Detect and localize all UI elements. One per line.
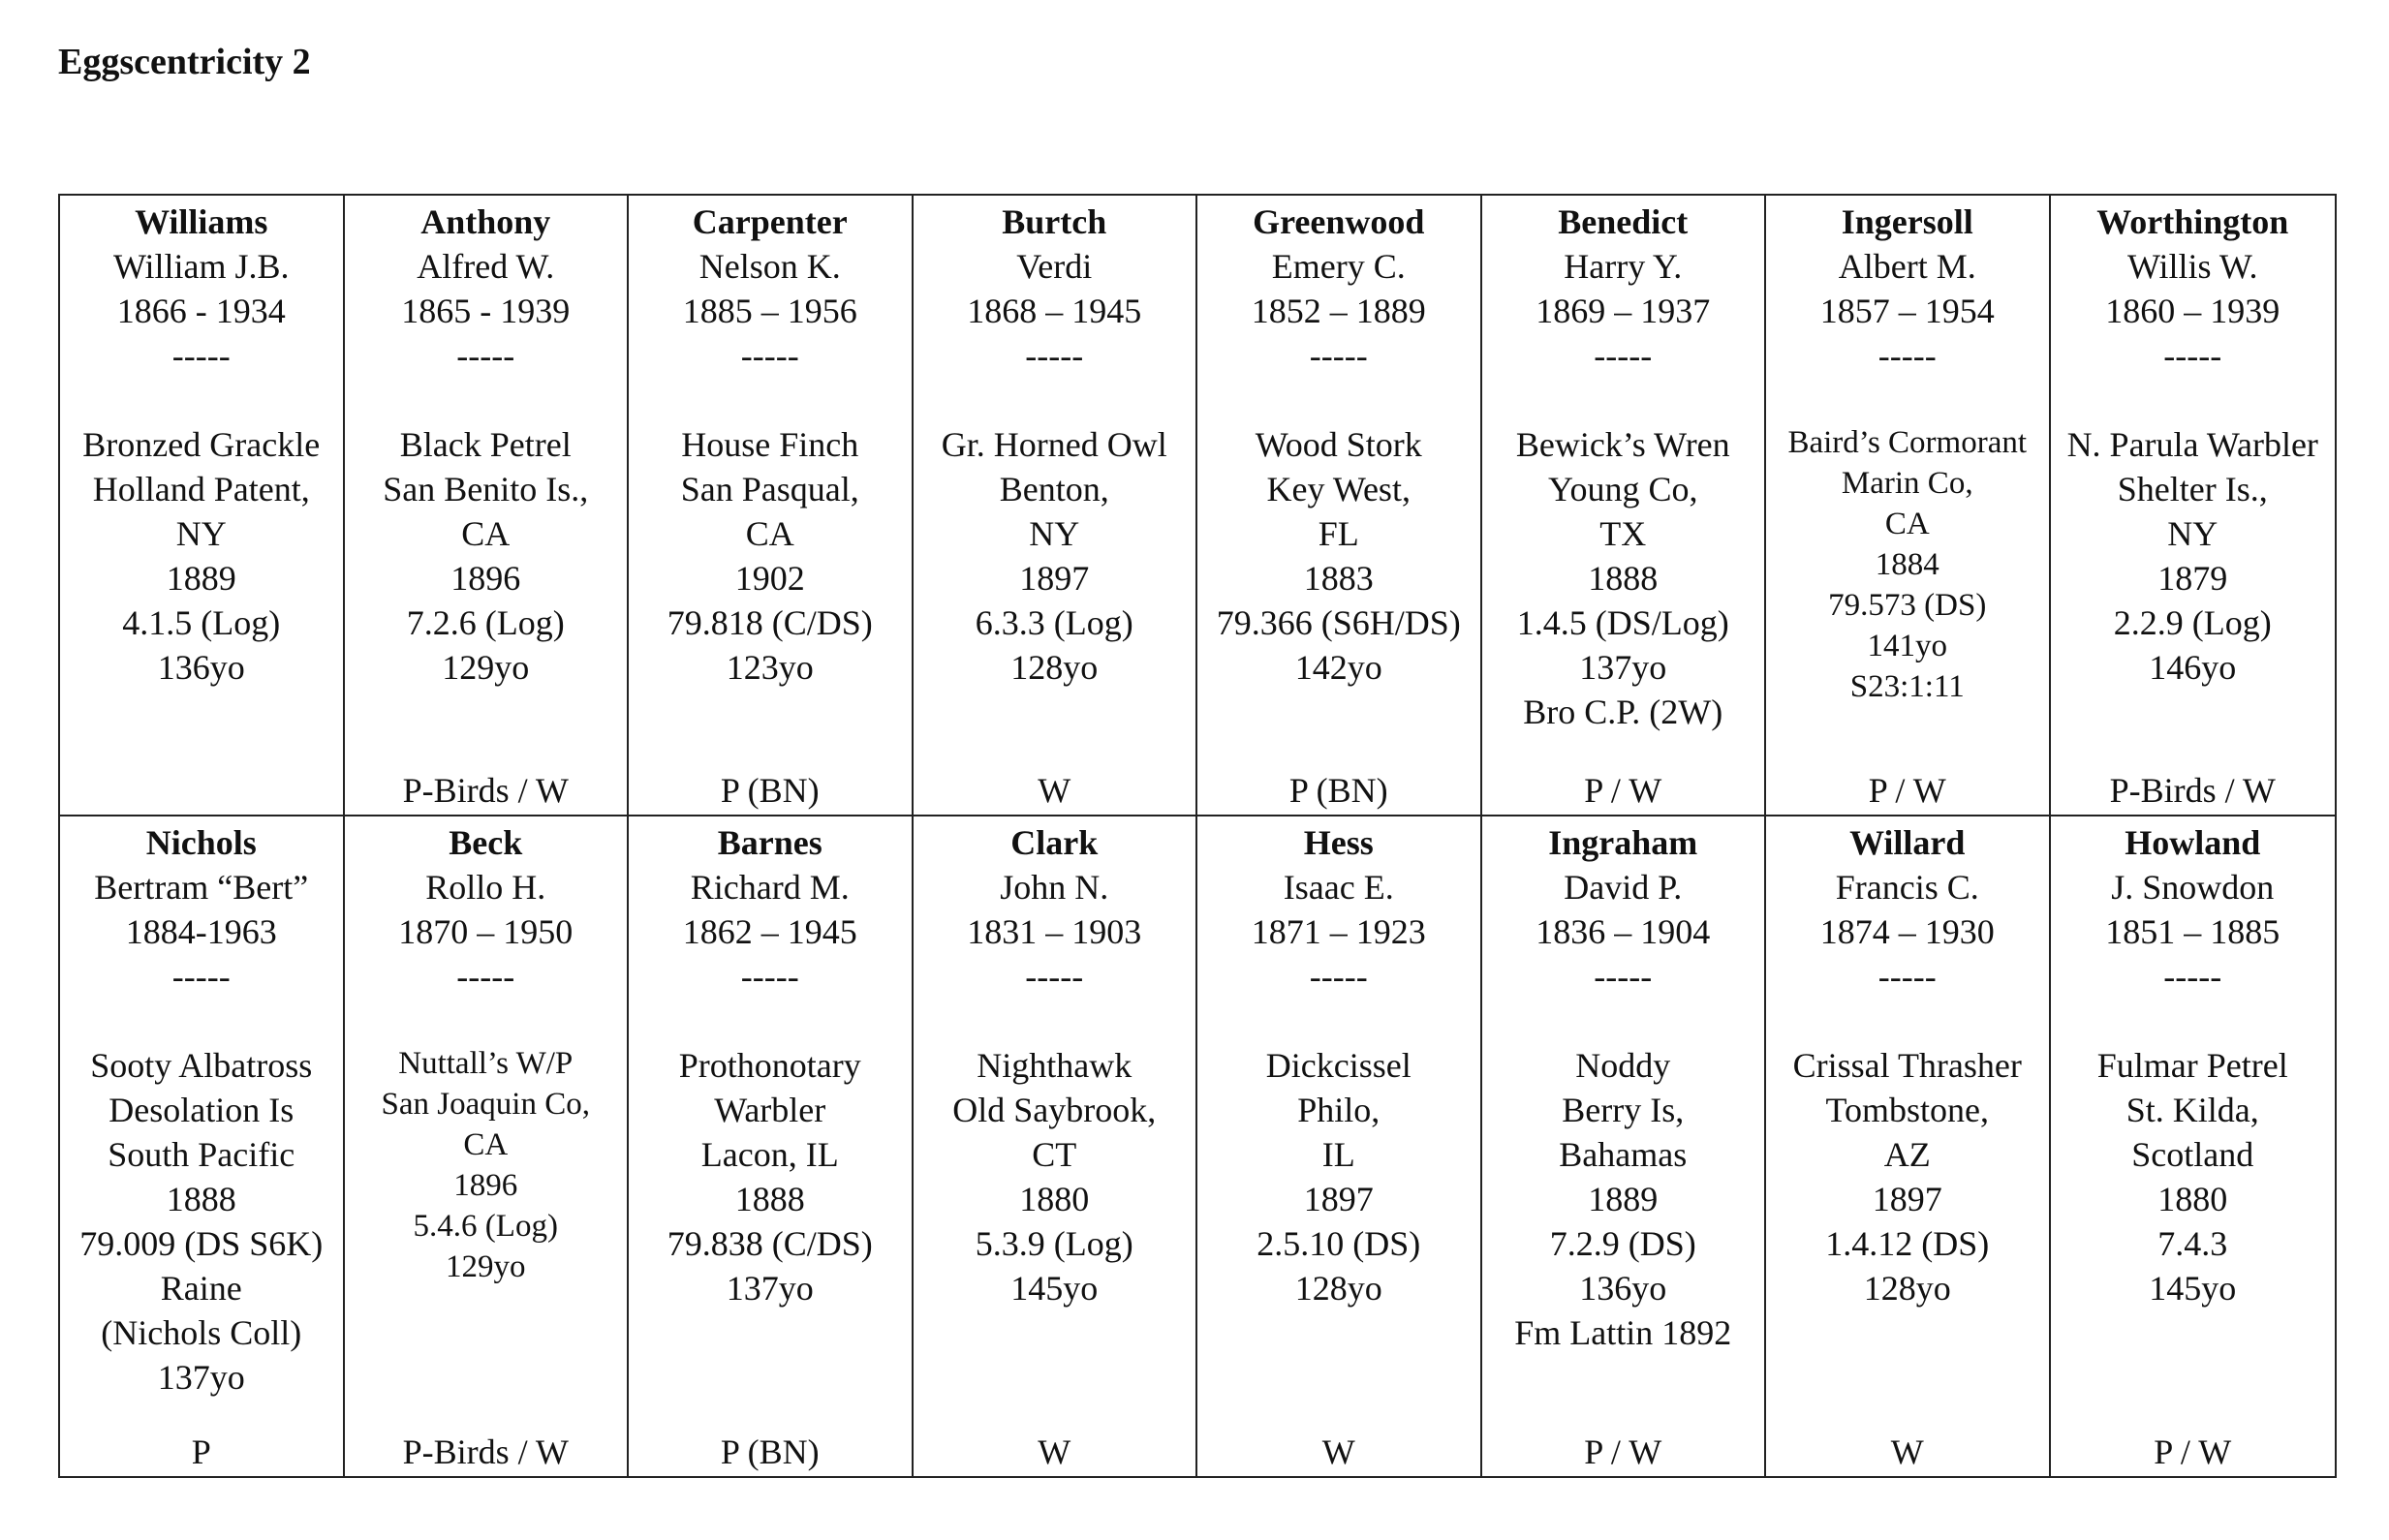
collector-surname: Beck xyxy=(449,823,523,862)
specimen-detail: CA xyxy=(463,1127,509,1162)
source-code: P / W xyxy=(1584,1432,1662,1471)
specimen-detail: Shelter Is., xyxy=(2117,470,2268,508)
separator: ----- xyxy=(1309,957,1368,996)
specimen-detail: 1897 xyxy=(1019,559,1090,598)
specimen-detail: NY xyxy=(175,514,227,553)
collector-cell xyxy=(1197,196,1482,816)
specimen-detail: 1888 xyxy=(734,1180,805,1218)
specimen-detail: 79.573 (DS) xyxy=(1828,588,1987,623)
specimen-detail: 1879 xyxy=(2157,559,2228,598)
specimen-detail: San Joaquin Co, xyxy=(381,1087,590,1122)
specimen-detail: 7.4.3 xyxy=(2157,1224,2228,1263)
separator: ----- xyxy=(456,957,515,996)
specimen-detail: Noddy xyxy=(1575,1046,1671,1085)
collector-surname: Hess xyxy=(1303,823,1374,862)
collector-cell xyxy=(345,816,630,1476)
specimen-detail: CA xyxy=(461,514,511,553)
specimen-detail: 1888 xyxy=(166,1180,236,1218)
collector-given-name: Willis W. xyxy=(2126,247,2258,286)
page-title: Eggscentricity 2 xyxy=(58,42,311,82)
collector-given-name: Rollo H. xyxy=(425,868,546,907)
collector-years: 1871 – 1923 xyxy=(1251,912,1426,951)
specimen-detail: 2.2.9 (Log) xyxy=(2113,603,2272,642)
specimen-detail: House Finch xyxy=(681,425,859,464)
specimen-detail: Black Petrel xyxy=(399,425,572,464)
specimen-detail: CA xyxy=(1884,507,1930,541)
collector-years: 1870 – 1950 xyxy=(398,912,574,951)
collector-years: 1874 – 1930 xyxy=(1819,912,1995,951)
specimen-detail: South Pacific xyxy=(108,1135,295,1174)
collector-cell xyxy=(1197,816,1482,1476)
specimen-detail: Baird’s Cormorant xyxy=(1787,425,2028,460)
collector-surname: Howland xyxy=(2125,823,2261,862)
collector-cell xyxy=(629,816,914,1476)
specimen-detail: 7.2.6 (Log) xyxy=(406,603,565,642)
collector-cell xyxy=(629,196,914,816)
specimen-detail: 79.838 (C/DS) xyxy=(667,1224,873,1263)
specimen-detail: Fulmar Petrel xyxy=(2096,1046,2288,1085)
specimen-detail: Philo, xyxy=(1297,1091,1381,1129)
specimen-detail: 137yo xyxy=(726,1269,814,1308)
collector-years: 1852 – 1889 xyxy=(1251,292,1426,330)
specimen-detail: Bro C.P. (2W) xyxy=(1523,693,1723,731)
source-code: P-Birds / W xyxy=(402,1432,569,1471)
specimen-detail: Lacon, IL xyxy=(700,1135,839,1174)
specimen-detail: Nuttall’s W/P xyxy=(398,1046,574,1081)
specimen-detail: Scotland xyxy=(2131,1135,2254,1174)
specimen-detail: 128yo xyxy=(1294,1269,1382,1308)
source-code: W xyxy=(1038,771,1071,810)
collector-cell xyxy=(60,196,345,816)
collector-given-name: Verdi xyxy=(1016,247,1093,286)
specimen-detail: 1.4.5 (DS/Log) xyxy=(1516,603,1729,642)
collector-given-name: William J.B. xyxy=(112,247,290,286)
specimen-detail: Sooty Albatross xyxy=(90,1046,313,1085)
collector-given-name: Bertram “Bert” xyxy=(94,868,309,907)
specimen-detail: 142yo xyxy=(1294,648,1382,687)
collector-cell xyxy=(2051,816,2336,1476)
collector-years: 1884-1963 xyxy=(125,912,277,951)
source-code: P (BN) xyxy=(720,771,820,810)
specimen-detail: Tombstone, xyxy=(1825,1091,1989,1129)
specimen-detail: 1897 xyxy=(1872,1180,1942,1218)
source-code: P (BN) xyxy=(1288,771,1388,810)
collector-surname: Worthington xyxy=(2096,202,2289,241)
collector-given-name: Francis C. xyxy=(1835,868,1979,907)
collector-given-name: John N. xyxy=(1000,868,1109,907)
specimen-detail: (Nichols Coll) xyxy=(101,1313,302,1352)
collector-years: 1857 – 1954 xyxy=(1819,292,1995,330)
specimen-detail: AZ xyxy=(1883,1135,1931,1174)
specimen-detail: Berry Is, xyxy=(1562,1091,1685,1129)
specimen-detail: 5.4.6 (Log) xyxy=(413,1209,558,1244)
specimen-detail: 79.009 (DS S6K) xyxy=(79,1224,324,1263)
collector-given-name: Alfred W. xyxy=(417,247,555,286)
collector-cell xyxy=(914,196,1198,816)
specimen-detail: Raine xyxy=(160,1269,242,1308)
collector-years: 1885 – 1956 xyxy=(682,292,857,330)
specimen-detail: Crissal Thrasher xyxy=(1792,1046,2022,1085)
specimen-detail: TX xyxy=(1599,514,1647,553)
specimen-detail: 136yo xyxy=(157,648,245,687)
separator: ----- xyxy=(1025,957,1084,996)
specimen-detail: N. Parula Warbler xyxy=(2066,425,2318,464)
specimen-detail: 1884 xyxy=(1875,547,1939,582)
specimen-detail: 4.1.5 (Log) xyxy=(122,603,281,642)
specimen-detail: Desolation Is xyxy=(109,1091,295,1129)
specimen-detail: Bronzed Grackle xyxy=(82,425,321,464)
specimen-detail: 1880 xyxy=(1019,1180,1090,1218)
separator: ----- xyxy=(171,336,231,375)
collector-years: 1869 – 1937 xyxy=(1536,292,1711,330)
specimen-detail: 146yo xyxy=(2149,648,2237,687)
specimen-detail: NY xyxy=(1029,514,1080,553)
collector-cell xyxy=(1482,816,1767,1476)
separator: ----- xyxy=(740,957,799,996)
collector-years: 1831 – 1903 xyxy=(967,912,1142,951)
collector-surname: Ingersoll xyxy=(1841,202,1973,241)
collector-surname: Carpenter xyxy=(692,202,848,241)
collector-cell xyxy=(345,196,630,816)
specimen-detail: 79.818 (C/DS) xyxy=(667,603,873,642)
specimen-detail: Holland Patent, xyxy=(92,470,310,508)
specimen-detail: Benton, xyxy=(999,470,1109,508)
collector-given-name: Emery C. xyxy=(1271,247,1406,286)
collector-cell xyxy=(2051,196,2336,816)
specimen-detail: 6.3.3 (Log) xyxy=(975,603,1133,642)
collector-surname: Nichols xyxy=(145,823,257,862)
specimen-detail: 1889 xyxy=(1588,1180,1659,1218)
specimen-detail: Old Saybrook, xyxy=(952,1091,1157,1129)
separator: ----- xyxy=(1025,336,1084,375)
specimen-detail: Nighthawk xyxy=(977,1046,1132,1085)
collector-given-name: Richard M. xyxy=(690,868,850,907)
collector-years: 1866 - 1934 xyxy=(116,292,286,330)
specimen-detail: 1880 xyxy=(2157,1180,2228,1218)
specimen-detail: CT xyxy=(1032,1135,1077,1174)
collector-surname: Anthony xyxy=(420,202,551,241)
specimen-detail: 79.366 (S6H/DS) xyxy=(1216,603,1461,642)
source-code: P-Birds / W xyxy=(402,771,569,810)
specimen-detail: Marin Co, xyxy=(1841,466,1973,501)
specimen-detail: Gr. Horned Owl xyxy=(941,425,1167,464)
specimen-detail: 141yo xyxy=(1867,629,1947,663)
specimen-detail: Bewick’s Wren xyxy=(1515,425,1730,464)
collector-given-name: Harry Y. xyxy=(1564,247,1683,286)
specimen-detail: 2.5.10 (DS) xyxy=(1257,1224,1421,1263)
specimen-detail: San Pasqual, xyxy=(680,470,859,508)
specimen-detail: 123yo xyxy=(726,648,814,687)
specimen-detail: Bahamas xyxy=(1559,1135,1688,1174)
collector-cell xyxy=(60,816,345,1476)
collector-given-name: Albert M. xyxy=(1838,247,1976,286)
collector-surname: Greenwood xyxy=(1253,202,1425,241)
collector-years: 1862 – 1945 xyxy=(682,912,857,951)
specimen-detail: 145yo xyxy=(2149,1269,2237,1308)
specimen-detail: St. Kilda, xyxy=(2125,1091,2259,1129)
collector-surname: Willard xyxy=(1849,823,1966,862)
specimen-detail: 128yo xyxy=(1863,1269,1951,1308)
specimen-detail: NY xyxy=(2167,514,2218,553)
collector-cell xyxy=(1766,816,2051,1476)
source-code: W xyxy=(1890,1432,1924,1471)
specimen-detail: S23:1:11 xyxy=(1849,669,1965,704)
specimen-detail: 145yo xyxy=(1010,1269,1099,1308)
source-code: W xyxy=(1321,1432,1355,1471)
specimen-detail: Key West, xyxy=(1266,470,1411,508)
specimen-detail: 137yo xyxy=(157,1358,245,1397)
specimen-detail: 137yo xyxy=(1579,648,1667,687)
specimen-detail: San Benito Is., xyxy=(383,470,589,508)
collector-surname: Burtch xyxy=(1002,202,1107,241)
specimen-detail: Warbler xyxy=(714,1091,826,1129)
specimen-detail: 1896 xyxy=(453,1168,518,1203)
collector-surname: Williams xyxy=(135,202,268,241)
separator: ----- xyxy=(2163,336,2222,375)
collector-surname: Barnes xyxy=(717,823,822,862)
specimen-detail: 136yo xyxy=(1579,1269,1667,1308)
source-code: P / W xyxy=(2154,1432,2232,1471)
specimen-detail: IL xyxy=(1321,1135,1355,1174)
specimen-detail: 128yo xyxy=(1010,648,1099,687)
collector-given-name: David P. xyxy=(1564,868,1683,907)
specimen-detail: 1888 xyxy=(1588,559,1659,598)
source-code: W xyxy=(1038,1432,1071,1471)
separator: ----- xyxy=(1594,336,1653,375)
separator: ----- xyxy=(2163,957,2222,996)
collector-given-name: Isaac E. xyxy=(1283,868,1394,907)
collector-given-name: J. Snowdon xyxy=(2111,868,2275,907)
specimen-detail: 7.2.9 (DS) xyxy=(1549,1224,1696,1263)
specimen-detail: FL xyxy=(1318,514,1359,553)
collector-years: 1836 – 1904 xyxy=(1536,912,1711,951)
separator: ----- xyxy=(456,336,515,375)
specimen-detail: Young Co, xyxy=(1548,470,1698,508)
specimen-detail: 1902 xyxy=(734,559,805,598)
collector-surname: Ingraham xyxy=(1548,823,1698,862)
collector-years: 1851 – 1885 xyxy=(2105,912,2280,951)
separator: ----- xyxy=(1877,336,1937,375)
collector-cell xyxy=(1766,196,2051,816)
specimen-detail: 1896 xyxy=(450,559,521,598)
separator: ----- xyxy=(1877,957,1937,996)
source-code: P / W xyxy=(1868,771,1946,810)
collector-years: 1865 - 1939 xyxy=(401,292,571,330)
separator: ----- xyxy=(171,957,231,996)
specimen-detail: 1889 xyxy=(166,559,236,598)
specimen-detail: 1883 xyxy=(1303,559,1374,598)
specimen-detail: Prothonotary xyxy=(678,1046,861,1085)
separator: ----- xyxy=(1594,957,1653,996)
collector-surname: Clark xyxy=(1010,823,1099,862)
specimen-detail: 1.4.12 (DS) xyxy=(1825,1224,1990,1263)
collector-years: 1868 – 1945 xyxy=(967,292,1142,330)
collector-given-name: Nelson K. xyxy=(698,247,841,286)
collector-surname: Benedict xyxy=(1558,202,1689,241)
specimen-detail: Fm Lattin 1892 xyxy=(1514,1313,1732,1352)
specimen-detail: Wood Stork xyxy=(1255,425,1422,464)
collector-table xyxy=(58,194,2337,1478)
separator: ----- xyxy=(1309,336,1368,375)
specimen-detail: Dickcissel xyxy=(1265,1046,1412,1085)
source-code: P / W xyxy=(1584,771,1662,810)
specimen-detail: 129yo xyxy=(442,648,530,687)
source-code: P xyxy=(191,1432,211,1471)
specimen-detail: CA xyxy=(745,514,794,553)
specimen-detail: 129yo xyxy=(446,1249,526,1284)
collector-years: 1860 – 1939 xyxy=(2105,292,2280,330)
collector-cell xyxy=(914,816,1198,1476)
specimen-detail: 5.3.9 (Log) xyxy=(975,1224,1133,1263)
separator: ----- xyxy=(740,336,799,375)
specimen-detail: 1897 xyxy=(1303,1180,1374,1218)
collector-cell xyxy=(1482,196,1767,816)
source-code: P (BN) xyxy=(720,1432,820,1471)
source-code: P-Birds / W xyxy=(2109,771,2276,810)
